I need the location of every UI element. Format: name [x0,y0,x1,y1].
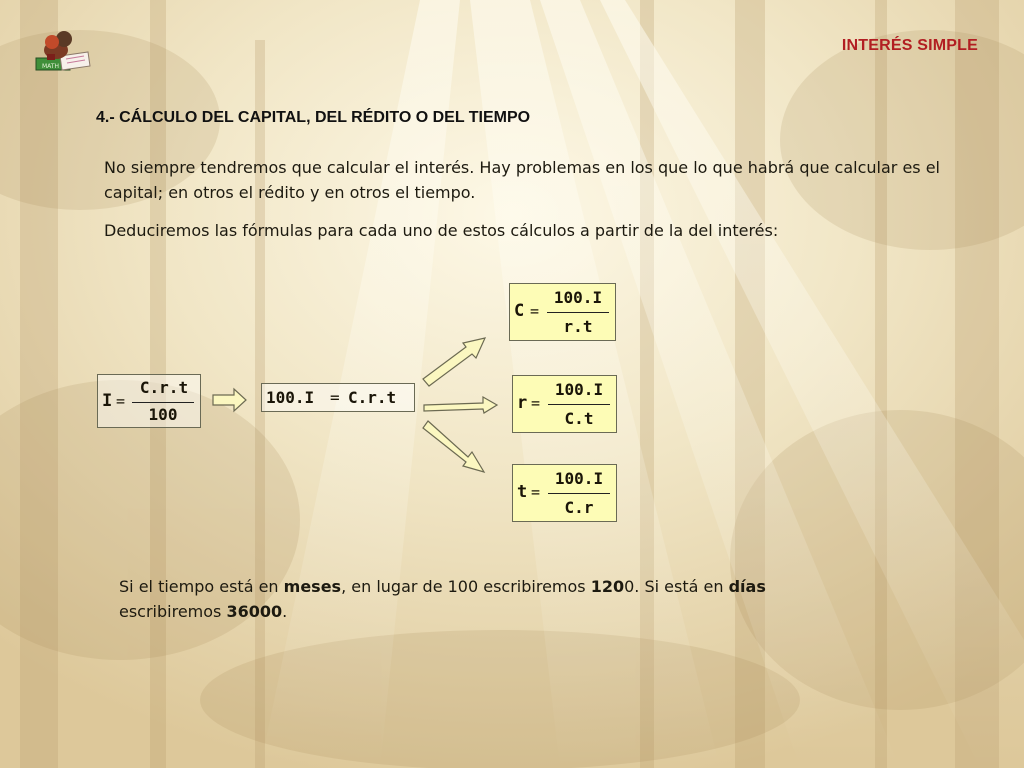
section-heading: 4.- CÁLCULO DEL CAPITAL, DEL RÉDITO O DEL TIEMPO [96,109,531,126]
formula-lhs: I [102,391,113,411]
formula-equals: = [531,394,541,412]
formula-numerator: 100.I [553,288,603,307]
formula-numerator: 100.I [554,469,604,488]
formula-redito [512,375,617,433]
formula-lhs: t [517,482,528,502]
formula-lhs: C [514,301,525,321]
note-days: días [728,577,766,596]
formula-denominator: r.t [563,317,593,336]
formula-tiempo [512,464,617,522]
equation-left: 100.I [266,388,315,407]
note-text: 0. Si está en [624,577,729,596]
svg-text:MATH: MATH [42,63,59,70]
formula-equals: = [530,302,540,320]
fraction-bar [547,312,609,313]
fraction-bar [548,493,610,494]
fraction-bar [548,404,610,405]
formula-lhs: r [517,393,528,413]
formula-equals: = [531,483,541,501]
time-units-note [119,574,879,624]
page-title: INTERÉS SIMPLE [841,37,978,54]
arrow-up-right-icon [423,338,485,386]
formula-equals: = [116,392,126,410]
note-text: . [282,602,288,621]
formula-denominator: C.r [564,498,594,517]
note-text: , en lugar de 100 escribiremos [341,577,591,596]
note-text: Si el tiempo está en [119,577,284,596]
note-months: meses [283,577,342,596]
deduction-paragraph: Deduciremos las fórmulas para cada uno de estos cálculos a partir de la del interés: [104,221,779,240]
note-value-36000: 36000 [226,602,283,621]
arrow-right-icon [213,389,246,411]
formula-denominator: 100 [148,405,178,424]
formula-denominator: C.t [564,409,594,428]
equation-equals: = [330,388,340,407]
formula-capital [509,283,616,341]
arrow-right-small-icon [424,397,497,413]
intro-paragraph: No siempre tendremos que calcular el interés. Hay problemas en los que lo que habrá que calcular es el capital; en otros el rédito y en otros el tiempo. [104,158,940,202]
note-text: escribiremos [119,602,227,621]
formula-numerator: C.r.t [139,378,189,397]
equation-right: C.r.t [348,388,397,407]
arrow-down-right-icon [423,421,484,472]
formula-numerator: 100.I [554,380,604,399]
note-value-1200: 120 [590,577,625,596]
